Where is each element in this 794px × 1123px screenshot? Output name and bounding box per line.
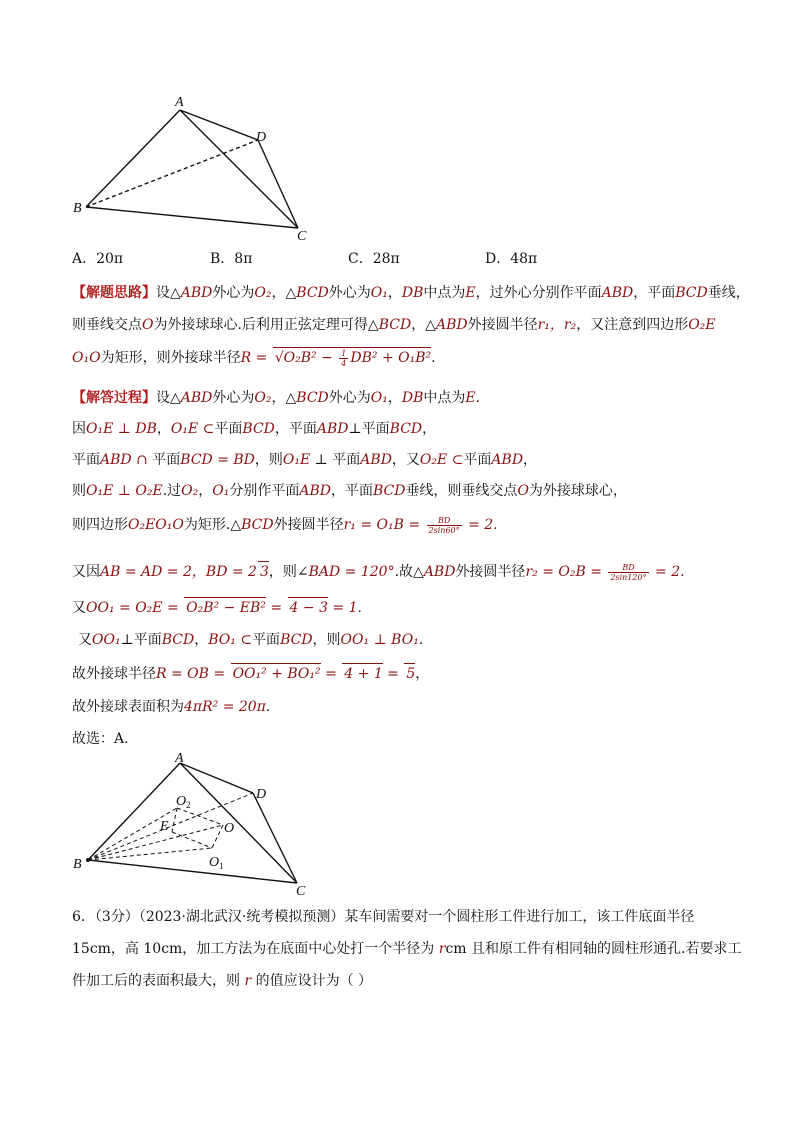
question6-line-2: 15cm，高 10cm，加工方法为在底面中心处打一个半径为 rcm 且和原工件有相同轴的圆柱形通孔.若要求工 [72, 941, 742, 957]
question6-line-1: 6．（3分）（2023·湖北武汉·统考模拟预测）某车间需要对一个圆柱形工件进行加工，该工件底面半径 [72, 909, 695, 925]
label2-B: B [73, 857, 82, 872]
label-D: D [256, 130, 267, 145]
solution-line-9: 故外接球半径R = OB = OO₁² + BO₁² = 4 + 1 = 5， [72, 663, 429, 684]
label-B: B [73, 201, 82, 216]
option-a: A．20π [72, 251, 124, 267]
solution-line-5: 则四边形O₂EO₁O为矩形.△BCD外接圆半径r₁ = O₁B = $\frac{BD}{2\sin 60^\circ}$ = 2. [72, 515, 498, 535]
solution-line-10: 故外接球表面积为4πR² = 20π. [72, 699, 271, 715]
label2-O2: O [176, 794, 187, 809]
label2-C: C [296, 884, 306, 899]
label2-O2-sub: 2 [186, 800, 191, 810]
option-c: C．28π [348, 251, 400, 267]
solution-line-7: 又OO₁ = O₂E = O₂B² − EB² = 4 − 3 = 1. [72, 597, 362, 618]
solution-line-8: 又OO₁⊥平面BCD，BO₁ ⊂平面BCD，则OO₁ ⊥ BO₁. [78, 632, 424, 648]
label2-O: O [224, 821, 235, 836]
option-d: D．48π [485, 251, 538, 267]
idea-line-1: 【解题思路】设△ABD外心为O₂，△BCD外心为O₁，DB中点为E，过外心分别作平面ABD，平面BCD垂线， [72, 285, 750, 301]
tetrahedron-figure-bottom [0, 750, 794, 900]
label2-D: D [256, 787, 267, 802]
idea-line-3: O₁O为矩形，则外接球半径R = √O₂B² − $\frac{1}{4}$ DB² + O₁B². [72, 348, 436, 368]
solution-line-4: 则O₁E ⊥ O₂E.过O₂，O₁分别作平面ABD，平面BCD垂线，则垂线交点O为外接球球心， [72, 483, 627, 499]
label-A: A [175, 95, 184, 110]
label2-O1-sub: 1 [219, 861, 224, 871]
option-b: B．8π [210, 251, 253, 267]
solution-line-2: 因O₁E ⊥ DB，O₁E ⊂平面BCD，平面ABD⊥平面BCD， [72, 421, 437, 437]
label-C: C [297, 229, 307, 244]
label2-O1: O [209, 855, 220, 870]
tetrahedron-figure-top [0, 0, 794, 250]
solution-line-1: 【解答过程】设△ABD外心为O₂，△BCD外心为O₁，DB中点为E. [72, 390, 481, 406]
solution-line-3: 平面ABD ∩ 平面BCD = BD，则O₁E ⊥ 平面ABD，又O₂E ⊂平面ABD， [72, 452, 538, 468]
solution-line-11: 故选：A. [72, 731, 129, 747]
solution-line-6: 又因AB = AD = 2，BD = 2 3，则∠BAD = 120°.故△ABD外接圆半径r₂ = O₂B = $\frac{BD}{2\sin 120^\circ}$ = 2. [72, 562, 685, 582]
label2-A: A [175, 751, 184, 766]
idea-line-2: 则垂线交点O为外接球球心.后利用正弦定理可得△BCD，△ABD外接圆半径r₁，r₂，又注意到四边形O₂E [72, 317, 716, 333]
question6-line-3: 件加工后的表面积最大，则 r 的值应设计为（ ） [72, 973, 373, 989]
label2-E: E [160, 819, 169, 834]
